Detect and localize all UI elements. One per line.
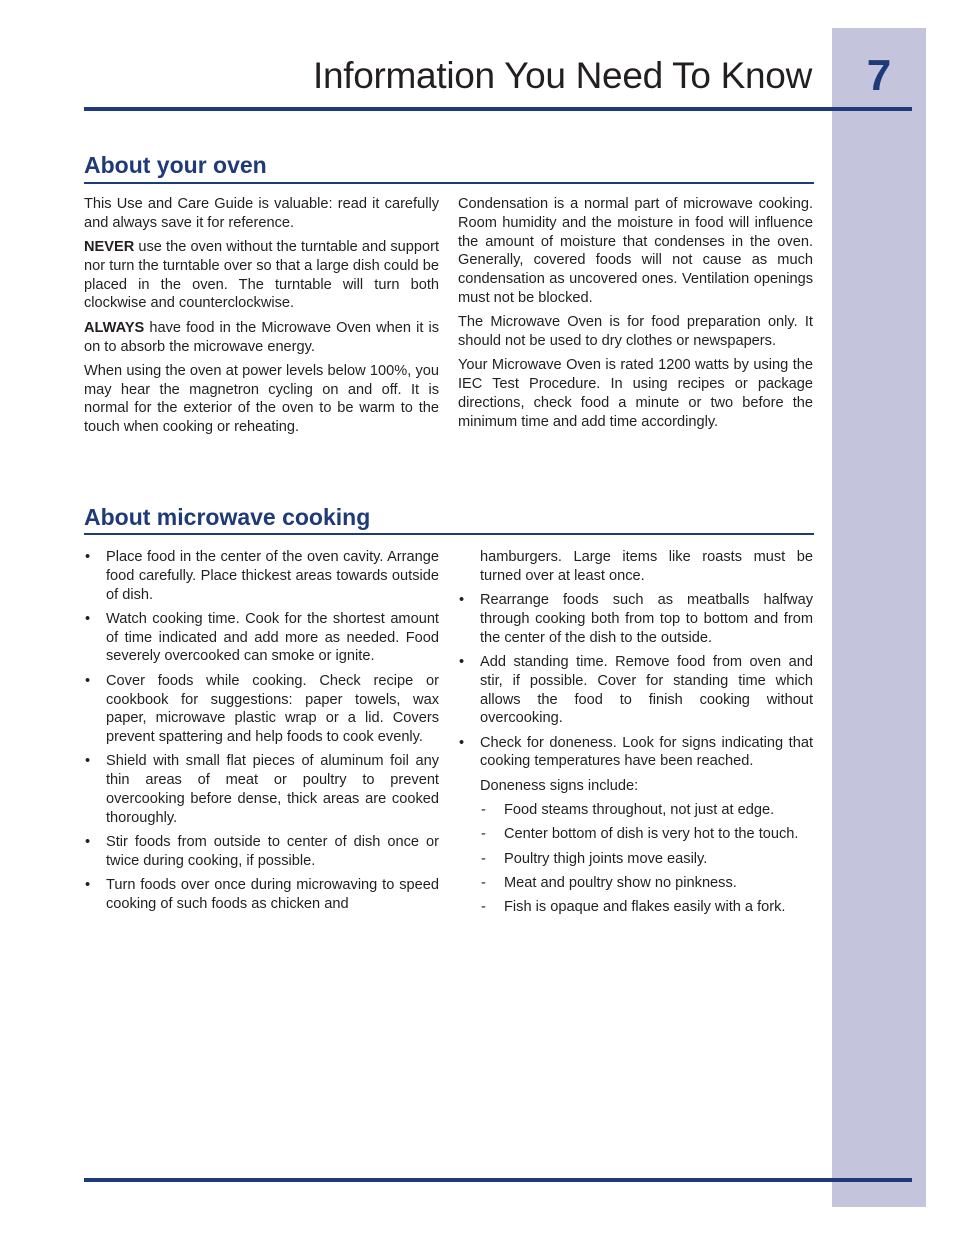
bullet-icon: • [459, 653, 465, 670]
bullet-icon: • [85, 877, 91, 894]
oven-paragraph: This Use and Care Guide is valuable: read it carefully and always save it for reference. [84, 196, 439, 231]
doneness-sign-text: Poultry thigh joints move easily. [504, 850, 708, 867]
oven-left-column [84, 195, 439, 443]
bullet-icon: • [459, 734, 465, 751]
doneness-sign [480, 850, 813, 869]
dash-icon: - [481, 850, 486, 867]
list-item [84, 548, 439, 604]
doneness-signs-list [458, 801, 813, 917]
list-item-text: Watch cooking time. Cook for the shortest amount of time indicated and add more as needed. Food severely overcooked can smoke or ignite. [106, 610, 439, 665]
bullet-icon: • [459, 592, 465, 609]
cooking-tips-list [84, 548, 439, 914]
doneness-sign-text: Center bottom of dish is very hot to the touch. [504, 826, 799, 843]
doneness-sign-text: Fish is opaque and flakes easily with a fork. [504, 899, 786, 916]
oven-paragraph [84, 319, 439, 357]
list-item [458, 591, 813, 647]
dash-icon: - [481, 874, 486, 891]
doneness-sign [480, 825, 813, 844]
page-number: 7 [866, 51, 892, 100]
page-title: Information You Need To Know [313, 55, 812, 96]
list-item [84, 833, 439, 871]
list-item [84, 876, 439, 914]
oven-paragraph: Condensation is a normal part of microwave cooking. Room humidity and the moisture in food will influence the amount of moisture that condenses in the oven. Generally, covered foods will not cause as much condensation as uncovered ones. Ventilation openings must not be blocked. [458, 196, 813, 306]
dash-icon: - [481, 826, 486, 843]
oven-paragraph-text: use the oven without the turntable and support nor turn the turntable over so that a large dish could be placed in the oven. The turntable will turn both clockwise and counterclockwise. [84, 239, 439, 312]
side-tab [832, 28, 926, 1207]
list-item-continuation [458, 548, 813, 586]
doneness-sign-text: Meat and poultry show no pinkness. [504, 874, 737, 891]
doneness-intro: Doneness signs include: [480, 777, 639, 794]
section-heading-cooking: About microwave cooking [84, 504, 371, 530]
header-rule [84, 107, 912, 111]
section-heading-oven: About your oven [84, 152, 267, 178]
oven-paragraph: The Microwave Oven is for food preparation only. It should not be used to dry clothes or newspapers. [458, 314, 813, 350]
doneness-sign [480, 874, 813, 893]
oven-paragraph-text: have food in the Microwave Oven when it is on to absorb the microwave energy. [84, 319, 439, 355]
list-item-text: Check for doneness. Look for signs indicating that cooking temperatures have been reached. [480, 734, 813, 770]
list-item [84, 752, 439, 827]
emphasis-never: NEVER [84, 239, 135, 256]
bullet-icon: • [85, 549, 91, 565]
dash-icon: - [481, 899, 486, 916]
list-item [84, 610, 439, 666]
list-item-text: Add standing time. Remove food from oven and stir, if possible. Cover for standing time which allows the food to finish cooking without overcooking. [480, 653, 813, 727]
section-rule-cooking [84, 533, 814, 535]
list-item-text: Shield with small flat pieces of aluminum foil any thin areas of meat or poultry to prevent overcooking before dense, thick areas are cooked thoroughly. [106, 753, 439, 826]
list-item [458, 734, 813, 772]
cooking-right-column [458, 548, 813, 923]
footer-rule [84, 1178, 912, 1182]
oven-paragraph: Your Microwave Oven is rated 1200 watts by using the IEC Test Procedure. In using recipes or package directions, check food a minute or two before the minimum time and add time accordingly. [458, 357, 813, 430]
list-item [84, 672, 439, 747]
list-item-text: Stir foods from outside to center of dish once or twice during cooking, if possible. [106, 834, 439, 869]
list-item-text: Turn foods over once during microwaving to speed cooking of such foods as chicken and [106, 877, 439, 913]
list-item [458, 653, 813, 728]
list-item-text: Cover foods while cooking. Check recipe or cookbook for suggestions: paper towels, wax paper, microwave plastic wrap or a lid. Covers prevent spattering and help foods to cook evenly. [106, 672, 439, 746]
cooking-tips-list-continued [458, 548, 813, 771]
doneness-sign [480, 898, 813, 917]
oven-paragraph [84, 238, 439, 313]
doneness-sign-text: Food steams throughout, not just at edge. [504, 802, 775, 819]
list-item-text: hamburgers. Large items like roasts must be turned over at least once. [480, 549, 813, 584]
bullet-icon: • [85, 610, 91, 627]
emphasis-always: ALWAYS [84, 319, 145, 336]
list-item-text: Rearrange foods such as meatballs halfway through cooking both from top to bottom and from the center of the dish to the outside. [480, 592, 813, 646]
bullet-icon: • [85, 753, 91, 770]
bullet-icon: • [85, 834, 91, 851]
dash-icon: - [481, 802, 486, 819]
oven-paragraph: When using the oven at power levels below 100%, you may hear the magnetron cycling on and off. It is normal for the exterior of the oven to be warm to the touch when cooking or reheating. [84, 362, 439, 436]
list-item-text: Place food in the center of the oven cavity. Arrange food carefully. Place thickest areas towards outside of dish. [106, 549, 439, 603]
bullet-icon: • [85, 672, 91, 689]
doneness-sign [480, 801, 813, 820]
cooking-left-column [84, 548, 439, 919]
section-rule-oven [84, 182, 814, 184]
oven-right-column [458, 195, 813, 437]
